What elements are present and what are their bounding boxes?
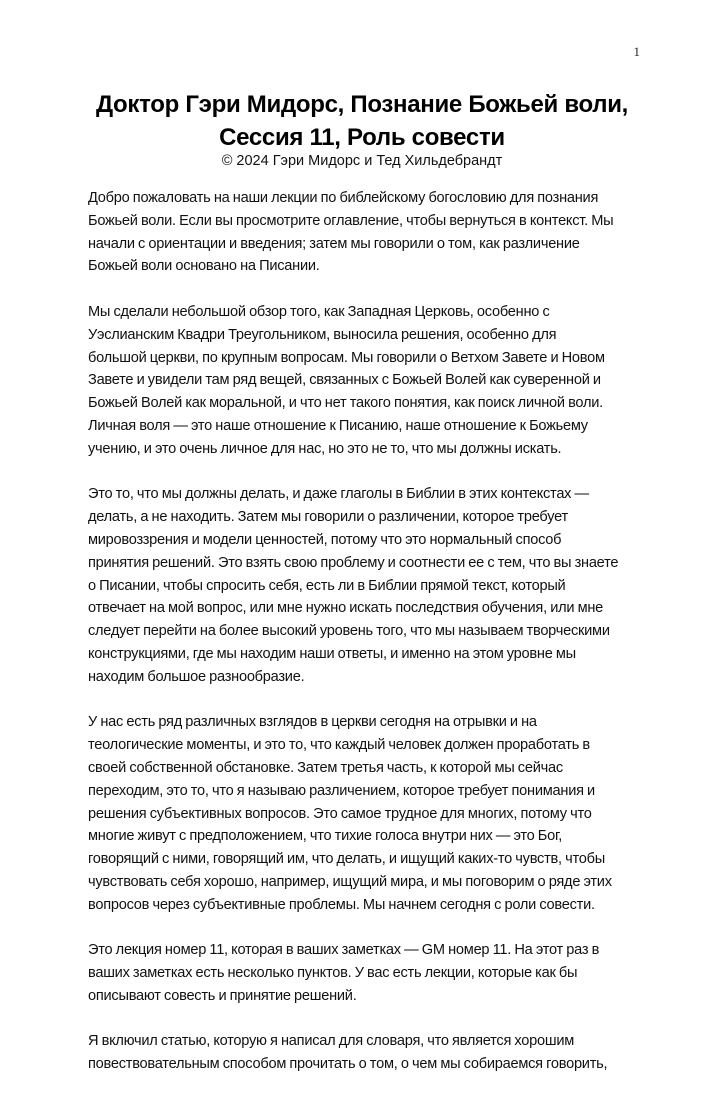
text-line: переходим, это то, что я называю различением, которое требует понимания и (88, 782, 595, 799)
text-line: Это лекция номер 11, которая в ваших заметках — GM номер 11. На этот раз в (88, 942, 600, 959)
text-line: У нас есть ряд различных взглядов в церкви сегодня на отрывки и на (88, 714, 537, 731)
paragraph-3 (88, 483, 648, 688)
paragraph-2 (88, 301, 648, 461)
text-line: повествовательным способом прочитать о том, о чем мы собираемся говорить, (88, 1056, 608, 1073)
text-line: вопросов через субъективные проблемы. Мы начнем сегодня с роли совести. (88, 896, 595, 913)
text-line: следует перейти на более высокий уровень того, что мы называем творческими (88, 623, 610, 640)
text-line: говорящий с ними, говорящий им, что делать, и ищущий каких-то чувств, чтобы (88, 851, 605, 868)
text-line: Личная воля — это наше отношение к Писанию, наше отношение к Божьему (88, 417, 588, 434)
paragraph-1 (88, 187, 648, 278)
text-line: Божьей воли основано на Писании. (88, 258, 320, 275)
paragraph-6 (88, 1030, 648, 1076)
text-line: ваших заметках есть несколько пунктов. У вас есть лекции, которые как бы (88, 965, 578, 982)
text-line: начали с ориентации и введения; затем мы говорили о том, как различение (88, 235, 580, 252)
text-line: Божьей воли. Если вы просмотрите оглавление, чтобы вернуться в контекст. Мы (88, 212, 614, 229)
text-line: теологические моменты, и это то, что каждый человек должен проработать в (88, 737, 590, 754)
text-line: учению, и это очень личное для нас, но это не то, что мы должны искать. (88, 440, 562, 457)
text-line: чувствовать себя хорошо, например, ищущий мира, и мы поговорим о ряде этих (88, 873, 612, 890)
text-line: мировоззрения и модели ценностей, потому что это нормальный способ (88, 531, 562, 548)
text-line: конструкциями, где мы находим наши ответы, и именно на этом уровне мы (88, 645, 576, 662)
text-line: Божьей Волей как моральной, и что нет такого понятия, как поиск личной воли. (88, 395, 603, 412)
page-number: 1 (633, 44, 640, 59)
text-line: описывают совесть и принятие решений. (88, 987, 357, 1004)
text-line: делать, а не находить. Затем мы говорили о различении, которое требует (88, 509, 568, 526)
paragraph-5 (88, 939, 648, 1007)
document-body (88, 187, 648, 1099)
text-line: отвечает на мой вопрос, или мне нужно искать последствия обучения, или мне (88, 600, 604, 617)
text-line: решения субъективных вопросов. Это самое трудное для многих, потому что (88, 805, 592, 822)
text-line: многие живут с предположением, что тихие голоса внутри них — это Бог, (88, 828, 563, 845)
copyright-notice: © 2024 Гэри Мидорс и Тед Хильдебрандт (221, 153, 503, 169)
text-line: находим большое разнообразие. (88, 668, 305, 685)
text-line: большой церкви, по крупным вопросам. Мы говорили о Ветхом Завете и Новом (88, 349, 605, 366)
text-line: своей собственной обстановке. Затем третья часть, к которой мы сейчас (88, 759, 563, 776)
text-line: Мы сделали небольшой обзор того, как Западная Церковь, особенно с (88, 303, 550, 320)
text-line: о Писании, чтобы спросить себя, есть ли в Библии прямой текст, который (88, 577, 566, 594)
text-line: Уэслианским Квадри Треугольником, выносила решения, особенно для (88, 326, 557, 343)
text-line: принятия решений. Это взять свою проблему и соотнести ее с тем, что вы знаете (88, 554, 619, 571)
text-line: Это то, что мы должны делать, и даже глаголы в Библии в этих контекстах — (88, 486, 589, 503)
title-line-2: Сессия 11, Роль совести (219, 124, 505, 151)
text-line: Я включил статью, которую я написал для словаря, что является хорошим (88, 1033, 575, 1050)
title-line-1: Доктор Гэри Мидорс, Познание Божьей воли, (95, 91, 629, 118)
paragraph-4 (88, 711, 648, 916)
text-line: Завете и увидели там ряд вещей, связанных с Божьей Волей как суверенной и (88, 372, 601, 389)
document-title (60, 88, 664, 154)
text-line: Добро пожаловать на наши лекции по библейскому богословию для познания (88, 190, 599, 206)
